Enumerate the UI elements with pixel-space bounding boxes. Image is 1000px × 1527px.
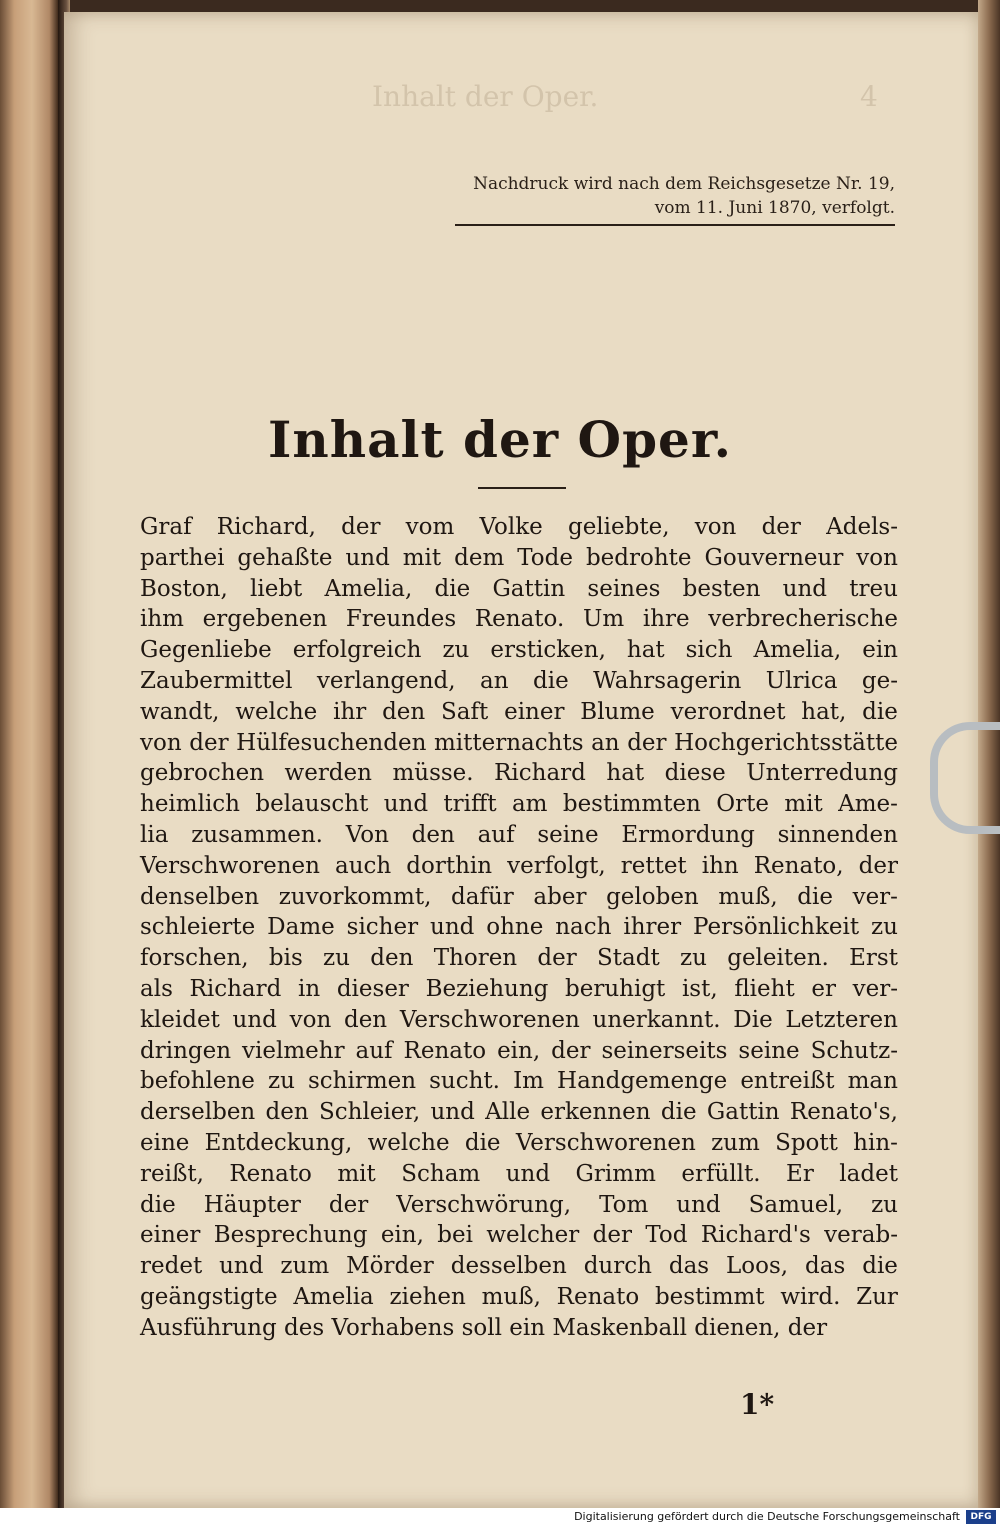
word: Renato [403, 1037, 487, 1064]
word: von [694, 514, 737, 540]
word: Ame- [838, 791, 898, 818]
word: zusammen. [191, 821, 323, 848]
word: schirmen [307, 1068, 417, 1095]
word: Verschworenen [515, 1129, 696, 1156]
word: erkennen [540, 1099, 651, 1126]
word: hat [606, 760, 645, 787]
word: ein, [497, 1037, 541, 1064]
text-line [140, 1036, 898, 1067]
word: Wahrsagerin [593, 667, 742, 694]
text-line [140, 1159, 898, 1190]
word: der [551, 1037, 591, 1064]
word: ist, [681, 975, 718, 1002]
word: Grimm [575, 1160, 656, 1187]
word: desselben [450, 1253, 567, 1280]
word: Gegenliebe [140, 637, 272, 664]
word: verlangend, [316, 667, 456, 694]
word: Saft [441, 698, 489, 725]
word: ihn [701, 852, 739, 879]
page-number: 1* [740, 1388, 775, 1421]
word: zum [711, 1129, 760, 1156]
word: Tod [645, 1222, 688, 1249]
text-line [140, 758, 898, 789]
word: Handgemenge [557, 1068, 728, 1095]
bleed-through-heading: Inhalt der Oper. [372, 80, 599, 113]
word: der [627, 729, 667, 756]
word: und [505, 1160, 551, 1187]
word: die [434, 575, 471, 602]
text-line [140, 820, 898, 851]
text-line [140, 912, 898, 943]
bleed-through-page-number: 4 [860, 80, 878, 113]
word: hat [626, 637, 665, 664]
word: als [140, 975, 173, 1002]
word: dorthin [406, 852, 493, 879]
word: ein, [380, 1222, 424, 1249]
word: derselben [140, 1099, 256, 1126]
word: treu [849, 575, 898, 602]
word: Persönlichkeit [693, 914, 860, 941]
word: Hochgerichtsstätte [674, 729, 898, 756]
word: verab- [824, 1222, 898, 1249]
word: verfolgt, [507, 852, 606, 879]
page-title: Inhalt der Oper. [268, 410, 732, 469]
word: den [411, 821, 455, 848]
word: mitternachts [433, 729, 584, 756]
word: aber [533, 883, 587, 910]
word: Stadt [597, 945, 660, 972]
text-line [140, 1128, 898, 1159]
text-line [140, 1190, 898, 1221]
word: die [660, 1099, 697, 1126]
word: ihr [333, 698, 367, 725]
word: verbrecherische [708, 606, 898, 633]
word: heimlich [140, 791, 240, 818]
word: dringen [140, 1037, 232, 1064]
word: Loos, [726, 1253, 789, 1280]
word: zu [871, 914, 898, 941]
text-line [140, 697, 898, 728]
word: Schleier, [319, 1099, 421, 1126]
word: Von [345, 821, 389, 848]
text-line [140, 1097, 898, 1128]
word: Mörder [346, 1253, 434, 1280]
copyright-notice-line-1: Nachdruck wird nach dem Reichsgesetze Nr. 19, [473, 174, 895, 194]
word: auch [335, 852, 392, 879]
word: Volke [479, 514, 543, 540]
word: Unterredung [746, 760, 898, 787]
word: Adels- [826, 514, 898, 540]
word: muß, [718, 883, 778, 910]
word: denselben [140, 883, 260, 910]
word: und [430, 914, 475, 941]
paper-clip [930, 722, 1000, 834]
text-line [140, 728, 898, 759]
word: Er [786, 1160, 814, 1187]
word: Tode [517, 544, 573, 571]
word: Gattin [492, 575, 566, 602]
text-line [140, 1005, 898, 1036]
word: und [782, 575, 828, 602]
word: Spott [775, 1129, 838, 1156]
funding-credit: Digitalisierung gefördert durch die Deutsche Forschungsgemeinschaft [574, 1510, 960, 1523]
word: seines [587, 575, 661, 602]
word: einer [504, 698, 565, 725]
word: Verschworenen [399, 1006, 580, 1033]
word: Gouverneur [704, 544, 844, 571]
word: zu [267, 1068, 295, 1095]
word: Ermordung [621, 821, 755, 848]
word: Thoren [433, 945, 518, 972]
word: reißt, [140, 1160, 204, 1187]
word: Renato, [753, 852, 844, 879]
word: vielmehr [242, 1037, 345, 1064]
word: der [189, 729, 229, 756]
word: geliebte, [567, 514, 670, 540]
word: zu [323, 945, 350, 972]
word: ergebenen [202, 606, 328, 633]
text-line [140, 851, 898, 882]
word: parthei [140, 544, 225, 571]
word: Beziehung [425, 975, 549, 1002]
word: Ulrica [765, 667, 838, 694]
word: sucht. [429, 1068, 500, 1095]
word: Scham [401, 1160, 481, 1187]
word: der [761, 514, 801, 540]
word: Renato [556, 1283, 640, 1310]
word: man [847, 1068, 898, 1095]
word: und [383, 791, 429, 818]
word: Tom [599, 1191, 649, 1218]
word: Zaubermittel [140, 667, 293, 694]
word: von [289, 1006, 332, 1033]
word: Graf [140, 514, 192, 540]
word: Schutz- [810, 1037, 898, 1064]
word: flieht [734, 975, 795, 1002]
word: ihrer [623, 914, 682, 941]
left-page-edge [0, 0, 58, 1508]
word: seine [738, 1037, 800, 1064]
text-line: Ausführung des Vorhabens soll ein Maskenball dienen, der [140, 1314, 828, 1341]
word: lia [140, 821, 169, 848]
word: mit [784, 791, 823, 818]
word: Richard's [700, 1222, 811, 1249]
word: die [532, 667, 569, 694]
word: sinnenden [777, 821, 898, 848]
word: Verschwörung, [396, 1191, 572, 1218]
word: von [140, 729, 182, 756]
word: erfüllt. [681, 1160, 761, 1187]
word: wird. [780, 1283, 841, 1310]
word: Renato [229, 1160, 312, 1187]
word: am [511, 791, 548, 818]
word: Amelia [293, 1283, 374, 1310]
copyright-notice-line-2: vom 11. Juni 1870, verfolgt. [654, 198, 895, 218]
word: die [140, 1191, 176, 1218]
word: zum [280, 1253, 330, 1280]
text-line [140, 666, 898, 697]
word: auf [477, 821, 515, 848]
word: an [480, 667, 509, 694]
text-line [140, 1282, 898, 1313]
word: zu [442, 637, 470, 664]
word: das [668, 1253, 710, 1280]
word: und [232, 1006, 277, 1033]
word: Richard [189, 975, 282, 1002]
word: durch [583, 1253, 652, 1280]
word: geleiten. [727, 945, 829, 972]
text-line [140, 943, 898, 974]
word: wandt, [140, 698, 220, 725]
text-line [140, 882, 898, 913]
word: und [345, 544, 390, 571]
word: Häupter [203, 1191, 301, 1218]
word: Freundes [345, 606, 457, 633]
word: diese [664, 760, 726, 787]
word: liebt [250, 575, 303, 602]
word: welcher [486, 1222, 580, 1249]
word: ihre [642, 606, 690, 633]
footer-bar [0, 1508, 1000, 1527]
word: ihm [140, 606, 184, 633]
word: gehaßte [237, 544, 333, 571]
word: Amelia, [753, 637, 842, 664]
word: trifft [443, 791, 497, 818]
word: Richard [494, 760, 586, 787]
word: der [537, 945, 577, 972]
word: bestimmt [654, 1283, 765, 1310]
text-line [140, 1251, 898, 1282]
word: Renato's, [789, 1099, 898, 1126]
word: eine [140, 1129, 190, 1156]
word: welche [367, 1129, 450, 1156]
word: welche [235, 698, 318, 725]
word: Dame [267, 914, 335, 941]
word: entreißt [740, 1068, 835, 1095]
word: rettet [620, 852, 687, 879]
word: Letzteren [785, 1006, 898, 1033]
word: zuvorkommt, [278, 883, 432, 910]
word: schleierte [140, 914, 256, 941]
word: Renato. [474, 606, 565, 633]
word: das [805, 1253, 846, 1280]
word: zu [680, 945, 707, 972]
word: und [430, 1099, 475, 1126]
word: und [219, 1253, 264, 1280]
text-line [140, 512, 898, 543]
word: verordnet [670, 698, 786, 725]
word: Boston, [140, 575, 228, 602]
word: seine [537, 821, 599, 848]
word: den [370, 945, 414, 972]
word: Besprechung [213, 1222, 368, 1249]
word: ein [862, 637, 898, 664]
word: und [676, 1191, 721, 1218]
word: geängstigte [140, 1283, 278, 1310]
text-line [140, 635, 898, 666]
word: besten [682, 575, 761, 602]
word: bis [268, 945, 303, 972]
word: auf [355, 1037, 393, 1064]
word: Hülfesuchenden [236, 729, 427, 756]
word: den [343, 1006, 388, 1033]
word: einer [140, 1222, 201, 1249]
word: bestimmten [562, 791, 701, 818]
word: sich [685, 637, 733, 664]
word: ver- [852, 883, 898, 910]
word: in [298, 975, 321, 1002]
word: Entdeckung, [204, 1129, 353, 1156]
word: Zur [856, 1283, 898, 1310]
copyright-notice [455, 172, 895, 220]
word: der [858, 852, 898, 879]
text-line [140, 789, 898, 820]
word: ladet [839, 1160, 898, 1187]
word: die [862, 698, 898, 725]
word: Verschworenen [140, 852, 320, 879]
dfg-logo: DFG [966, 1510, 996, 1524]
word: hat, [801, 698, 847, 725]
text-line [140, 1066, 898, 1097]
word: erfolgreich [292, 637, 422, 664]
word: Gattin [706, 1099, 780, 1126]
word: vom [405, 514, 455, 540]
word: geloben [606, 883, 699, 910]
word: redet [140, 1253, 203, 1280]
word: gebrochen [140, 760, 265, 787]
word: Um [582, 606, 625, 633]
word: zu [871, 1191, 898, 1218]
word: der [341, 514, 381, 540]
word: an [591, 729, 620, 756]
word: der [592, 1222, 632, 1249]
word: den [265, 1099, 309, 1126]
word: der [328, 1191, 369, 1218]
word: dafür [451, 883, 514, 910]
word: belauscht [255, 791, 369, 818]
word: von [856, 544, 898, 571]
text-line [140, 604, 898, 635]
word: bedrohte [585, 544, 692, 571]
word: Erst [849, 945, 898, 972]
word: Samuel, [748, 1191, 844, 1218]
word: bei [437, 1222, 473, 1249]
word: Richard, [216, 514, 316, 540]
text-line [140, 543, 898, 574]
word: er [811, 975, 836, 1002]
word: forschen, [140, 945, 249, 972]
word: Im [513, 1068, 544, 1095]
word: befohlene [140, 1068, 255, 1095]
word: Die [733, 1006, 773, 1033]
word: sicher [346, 914, 419, 941]
word: Amelia, [324, 575, 413, 602]
word: seinerseits [601, 1037, 728, 1064]
word: nach [555, 914, 612, 941]
word: müsse. [392, 760, 474, 787]
word: Blume [580, 698, 655, 725]
word: ge- [861, 667, 898, 694]
text-line [140, 574, 898, 605]
word: dem [454, 544, 505, 571]
word: kleidet [140, 1006, 220, 1033]
word: werden [284, 760, 372, 787]
text-line [140, 974, 898, 1005]
word: unerkannt. [592, 1006, 721, 1033]
word: mit [402, 544, 442, 571]
word: die [797, 883, 833, 910]
word: die [464, 1129, 501, 1156]
word: beruhigt [565, 975, 666, 1002]
word: dieser [336, 975, 409, 1002]
word: ziehen [389, 1283, 466, 1310]
word: die [862, 1253, 898, 1280]
word: ver- [852, 975, 898, 1002]
word: mit [337, 1160, 376, 1187]
synopsis-text [140, 512, 898, 1344]
notice-divider [455, 224, 895, 226]
title-divider [478, 487, 566, 489]
word: den [382, 698, 426, 725]
word: Orte [716, 791, 769, 818]
word: ersticken, [490, 637, 606, 664]
word: muß, [481, 1283, 541, 1310]
word: ohne [486, 914, 544, 941]
text-line [140, 1220, 898, 1251]
word: Alle [485, 1099, 531, 1126]
word: hin- [853, 1129, 898, 1156]
